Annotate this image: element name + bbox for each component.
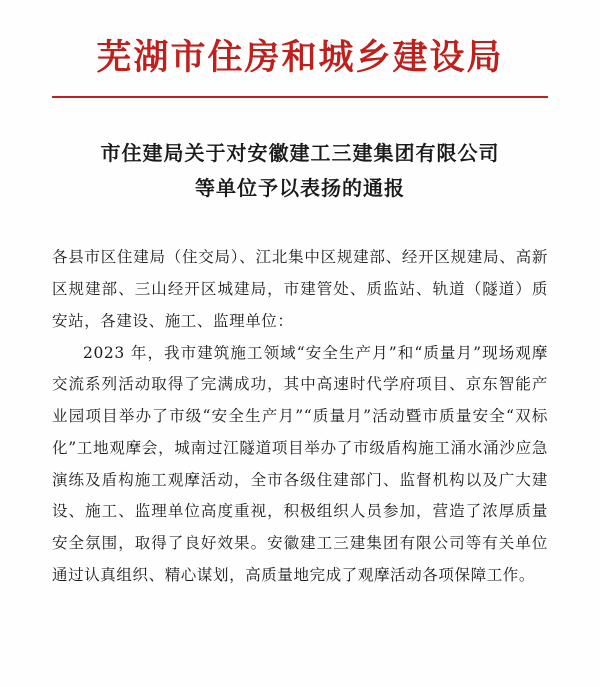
recipients-paragraph: 各县市区住建局（住交局）、江北集中区规建部、经开区规建局、高新区规建部、三山经开区城建局，市建管处、质监站、轨道（隧道）质安站，各建设、施工、监理单位：	[52, 248, 548, 330]
document-title-line-2: 等单位予以表扬的通报	[195, 176, 405, 201]
document-title	[52, 136, 548, 206]
document-title-line-1: 市住建局关于对安徽建工三建集团有限公司	[100, 141, 500, 166]
document-body	[52, 242, 548, 591]
body-paragraph-1: 2023 年，我市建筑施工领域“安全生产月”和“质量月”现场观摩交流系列活动取得了完满成功，其中高速时代学府项目、京东智能产业园项目举办了市级“安全生产月”“质量月”活动暨市质量安全“双标化”工地观摩会，城南过江隧道项目举办了市级盾构施工涌水涌沙应急演练及盾构施工观摩活动，全市各级住建部门、监督机构以及广大建设、施工、监理单位高度重视，积极组织人员参加，营造了浓厚质量安全氛围，取得了良好效果。安徽建工三建集团有限公司等有关单位通过认真组织、精心谋划，高质量地完成了观摩活动各项保障工作。	[52, 343, 548, 584]
letterhead-divider	[52, 96, 548, 98]
letterhead-title: 芜湖市住房和城乡建设局	[96, 37, 504, 78]
